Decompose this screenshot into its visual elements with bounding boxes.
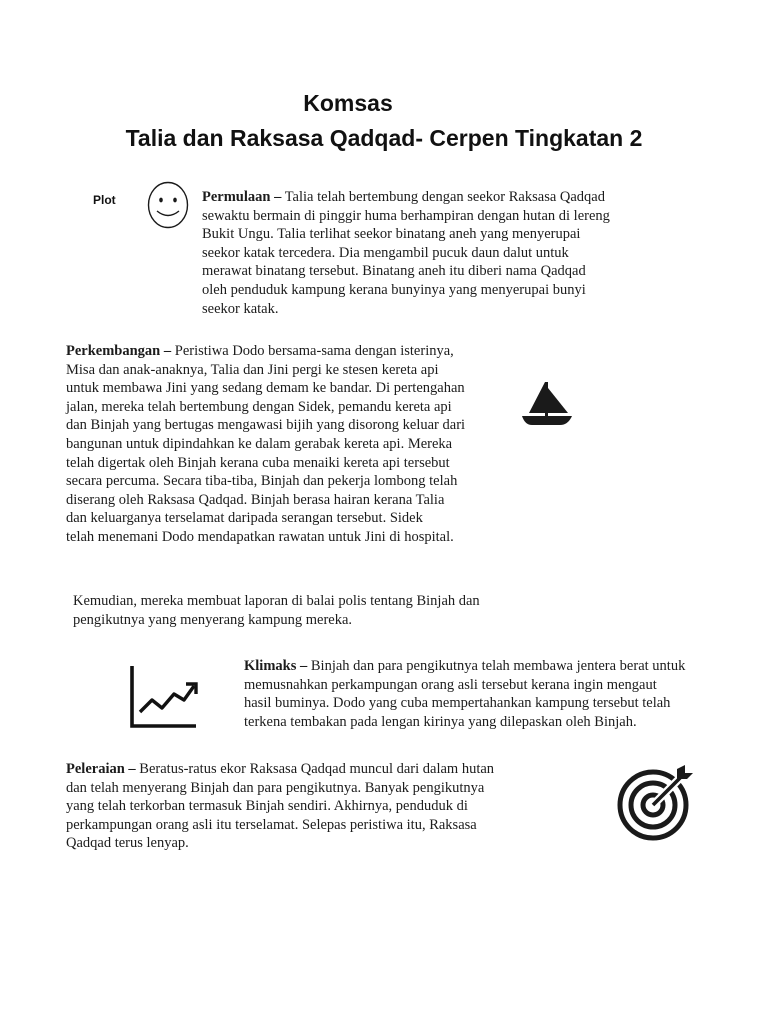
text-line: merawat binatang tersebut. Binatang aneh itu diberi nama Qadqad: [202, 263, 586, 280]
text-line: memusnahkan perkampungan orang asli tersebut kerana ingin mengaut: [244, 676, 657, 693]
text-line: yang telah terkorban termasuk Binjah sendiri. Akhirnya, penduduk di: [66, 798, 468, 815]
text-line: oleh penduduk kampung kerana bunyinya yang menyerupai bunyi: [202, 281, 586, 298]
text-line: Talia telah bertembung dengan seekor Raksasa Qadqad: [281, 189, 605, 205]
plot-label: Plot: [93, 193, 116, 207]
page-subtitle: Talia dan Raksasa Qadqad- Cerpen Tingkatan 2: [125, 125, 643, 151]
section-peleraian: [66, 760, 546, 853]
text-line: diserang oleh Raksasa Qadqad. Binjah berasa hairan kerana Talia: [66, 491, 445, 508]
target-bullseye-icon: [615, 765, 695, 841]
section-klimaks: [244, 657, 744, 731]
trending-chart-icon: [128, 664, 200, 730]
section-heading: Klimaks –: [244, 658, 308, 674]
text-line: secara percuma. Secara tiba-tiba, Binjah dan pekerja lombong telah: [66, 473, 458, 490]
text-line: dan telah menyerang Binjah dan para pengikutnya. Banyak pengikutnya: [66, 779, 485, 796]
text-line: Qadqad terus lenyap.: [66, 835, 189, 852]
line-0: [202, 188, 632, 207]
text-line: bangunan untuk dipindahkan ke dalam gerabak kereta api. Mereka: [66, 435, 453, 452]
section-heading: Peleraian –: [66, 761, 136, 777]
text-line: seekor katak.: [202, 300, 279, 317]
line-0: [244, 657, 744, 676]
section-kemudian: [73, 592, 493, 629]
page-title: Komsas: [303, 90, 393, 116]
line-0: [66, 760, 546, 779]
text-line: telah digertak oleh Binjah kerana cuba menaiki kereta api tersebut: [66, 454, 450, 471]
text-line: sewaktu bermain di pinggir huma berhampiran dengan hutan di lereng: [202, 207, 610, 224]
text-line: Kemudian, mereka membuat laporan di balai polis tentang Binjah dan: [73, 593, 480, 609]
text-line: Binjah dan para pengikutnya telah membawa jentera berat untuk: [307, 658, 686, 674]
smiley-face-icon: [146, 180, 190, 230]
text-line: Beratus-ratus ekor Raksasa Qadqad muncul dari dalam hutan: [135, 761, 495, 777]
text-line: Peristiwa Dodo bersama-sama dengan isterinya,: [171, 343, 454, 359]
text-line: telah menemani Dodo mendapatkan rawatan untuk Jini di hospital.: [66, 528, 454, 545]
text-line: hasil buminya. Dodo yang cuba mempertahankan kampung tersebut telah: [244, 695, 671, 712]
section-heading: Permulaan –: [202, 189, 282, 205]
text-line: seekor katak tercedera. Dia mengambil pucuk daun dalut untuk: [202, 244, 569, 261]
text-line: pengikutnya yang menyerang kampung mereka.: [73, 611, 353, 628]
sailboat-icon: [520, 380, 574, 428]
text-line: dan Binjah yang bertugas mengawasi bijih yang disorong keluar dari: [66, 417, 466, 434]
text-line: dan keluarganya terselamat daripada serangan tersebut. Sidek: [66, 510, 423, 527]
text-line: terkena tembakan pada lengan kirinya yang dilepaskan oleh Binjah.: [244, 713, 637, 730]
text-line: Misa dan anak-anaknya, Talia dan Jini pergi ke stesen kereta api: [66, 361, 439, 378]
line-0: [66, 342, 486, 361]
text-line: perkampungan orang asli itu terselamat. Selepas peristiwa itu, Raksasa: [66, 816, 477, 833]
section-perkembangan: [66, 342, 486, 547]
text-line: jalan, mereka telah bertembung dengan Sidek, pemandu kereta api: [66, 398, 452, 415]
text-line: untuk membawa Jini yang sedang demam ke bandar. Di pertengahan: [66, 380, 465, 397]
section-permulaan: [202, 188, 632, 318]
text-line: Bukit Ungu. Talia terlihat seekor binatang aneh yang menyerupai: [202, 226, 581, 243]
section-heading: Perkembangan –: [66, 343, 172, 359]
